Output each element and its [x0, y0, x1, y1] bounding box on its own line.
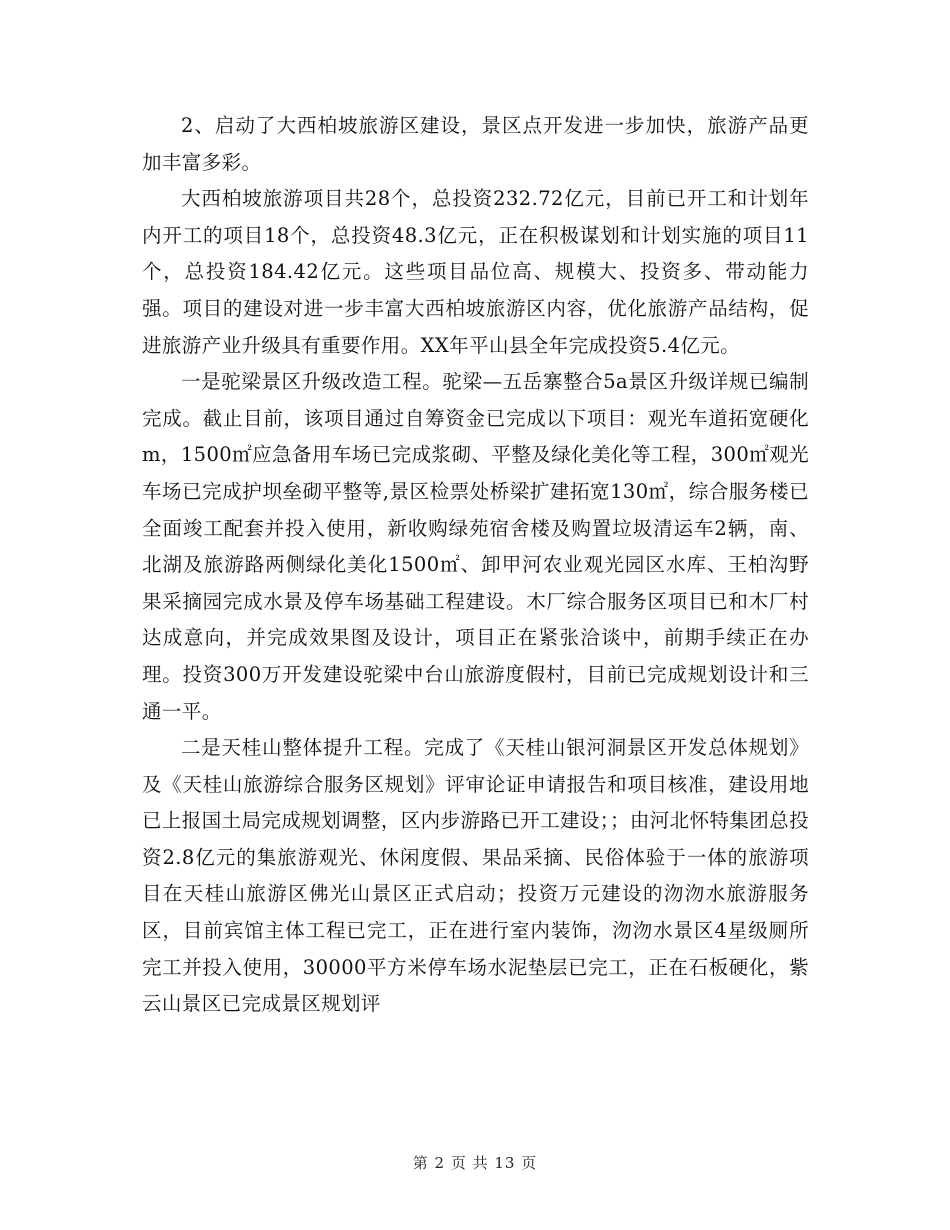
paragraph-tianguishan-upgrade: 二是天桂山整体提升工程。完成了《天桂山银河洞景区开发总体规划》及《天桂山旅游综合服务区规划》评审论证申请报告和项目核准，建设用地已上报国土局完成规划调整，区内步游路已开工建设；；由河北怀特集团总投资2.8亿元的集旅游观光、休闲度假、果品采摘、民俗体验于一体的旅游项目在天桂山旅游区佛光山景区正式启动；投资万元建设的沕沕水旅游服务区，目前宾馆主体工程已完工，正在进行室内装饰，沕沕水景区4星级厕所完工并投入使用，30000平方米停车场水泥垫层已完工，正在石板硬化，紫云山景区已完成景区规划评: [142, 736, 809, 1016]
page-number-footer: 第 2 页 共 13 页: [412, 1154, 538, 1172]
paragraph-section-2-heading: 2、启动了大西柏坡旅游区建设，景区点开发进一步加快，旅游产品更加丰富多彩。: [142, 114, 809, 174]
paragraph-tuoliang-upgrade: 一是驼梁景区升级改造工程。驼梁—五岳寨整合5a景区升级详规已编制完成。截止目前，该项目通过自筹资金已完成以下项目：观光车道拓宽硬化m，1500㎡应急备用车场已完成浆砌、平整及绿化美化等工程，300㎡观光车场已完成护坝垒砌平整等,景区检票处桥梁扩建拓宽130㎡，综合服务楼已全面竣工配套并投入使用，新收购绿苑宿舍楼及购置垃圾清运车2辆，南、北湖及旅游路两侧绿化美化1500㎡、卸甲河农业观光园区水库、王柏沟野果采摘园完成水景及停车场基础工程建设。木厂综合服务区项目已和木厂村达成意向，并完成效果图及设计，项目正在紧张洽谈中，前期手续正在办理。投资300万开发建设驼梁中台山旅游度假村，目前已完成规划设计和三通一平。: [142, 370, 809, 723]
document-body: [142, 108, 809, 1023]
paragraph-project-overview: 大西柏坡旅游项目共28个，总投资232.72亿元，目前已开工和计划年内开工的项目18个，总投资48.3亿元，正在积极谋划和计划实施的项目11个，总投资184.42亿元。这些项目品位高、规模大、投资多、带动能力强。项目的建设对进一步丰富大西柏坡旅游区内容，优化旅游产品结构，促进旅游产业升级具有重要作用。XX年平山县全年完成投资5.4亿元。: [142, 187, 809, 357]
